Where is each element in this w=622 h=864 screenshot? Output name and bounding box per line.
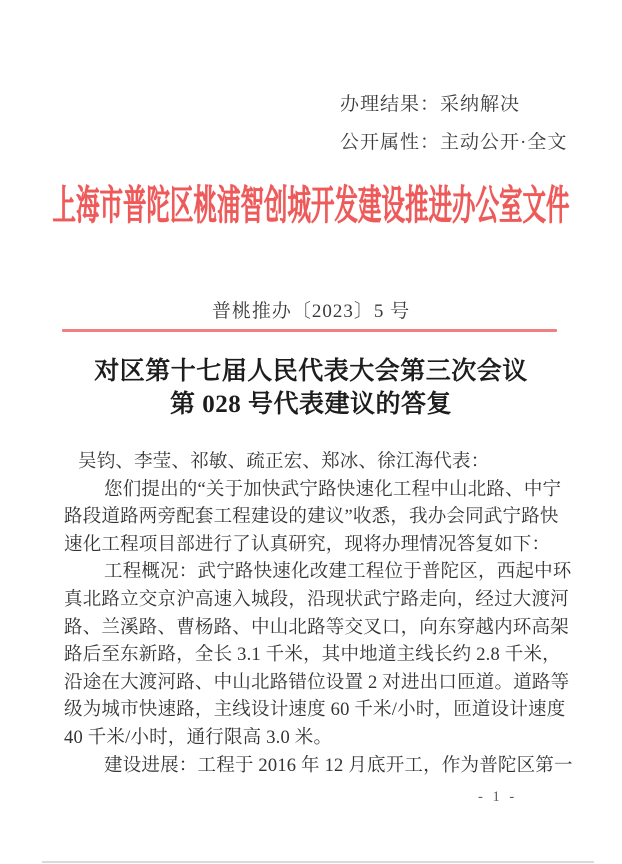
body-line-salutation: 吴钧、李莹、祁敏、疏正宏、郑冰、徐江海代表： xyxy=(78,452,490,472)
body-line: 真北路立交京沪高速入城段，沿现状武宁路走向，经过大渡河 xyxy=(64,589,569,610)
body-line: 速化工程项目部进行了认真研究，现将办理情况答复如下： xyxy=(64,534,551,555)
header-meta-block xyxy=(340,86,567,162)
scan-edge-artifact xyxy=(42,861,594,863)
body-line: 工程概况：武宁路快速化改建工程位于普陀区，西起中环 xyxy=(104,562,572,583)
publicity-attribute-line: 公开属性：主动公开·全文 xyxy=(340,132,568,153)
document-title-line1: 对区第十七届人民代表大会第三次会议 xyxy=(94,358,528,385)
issuing-org-title: 上海市普陀区桃浦智创城开发建设推进办公室文件 xyxy=(52,184,570,230)
body-line: 建设进展：工程于 2016 年 12 月底开工，作为普陀区第一 xyxy=(104,755,573,776)
red-divider-rule xyxy=(62,329,557,332)
document-number: 普桃推办〔2023〕5 号 xyxy=(211,301,411,322)
body-line: 路、兰溪路、曹杨路、中山北路等交叉口，向东穿越内环高架 xyxy=(64,617,569,638)
body-line: 40 千米/小时，通行限高 3.0 米。 xyxy=(64,727,333,748)
body-line: 级为城市快速路，主线设计速度 60 千米/小时，匝道设计速度 xyxy=(64,700,566,721)
masthead xyxy=(0,168,622,236)
document-title xyxy=(0,355,622,421)
body-line: 路段道路两旁配套工程建设的建议”收悉，我办会同武宁路快 xyxy=(64,507,559,528)
body-line: 您们提出的“关于加快武宁路快速化工程中山北路、中宁 xyxy=(104,479,562,500)
body-line: 路后至东新路，全长 3.1 千米，其中地道主线长约 2.8 千米， xyxy=(64,645,561,666)
handling-result-line: 办理结果：采纳解决 xyxy=(340,94,521,115)
page-number: - 1 - xyxy=(478,789,518,805)
body-line: 沿途在大渡河路、中山北路错位设置 2 对进出口匝道。道路等 xyxy=(64,672,570,693)
document-body xyxy=(64,449,573,780)
document-title-line2: 第 028 号代表建议的答复 xyxy=(169,391,452,418)
